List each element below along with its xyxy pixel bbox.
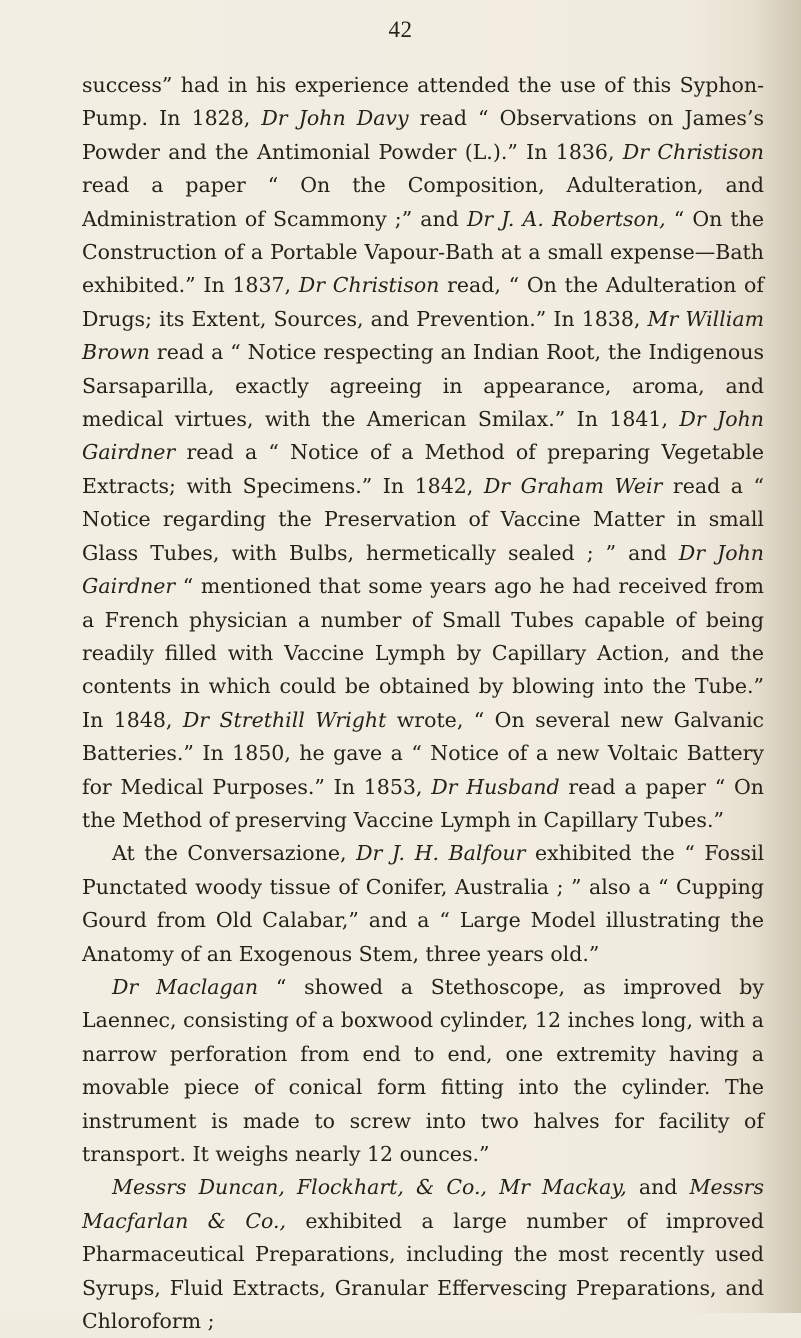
italic-name: Dr J. A. Robertson, [466, 206, 666, 231]
italic-name: Dr Christison [298, 273, 440, 298]
text-run: At the Conversazione, [112, 841, 357, 866]
text-run: and [626, 1175, 690, 1200]
body-text [82, 69, 764, 1338]
text-run: wrote, “ On several new Galvanic Batteries.” In 1850, he gave a “ Notice of a new Voltaic Battery for Medical Purposes.” In 1853, [82, 707, 764, 799]
text-run: read a “ Notice respecting an Indian Root, the Indigenous Sarsaparilla, exactly agreeing in appearance, aroma, and medical virtues, with the American Smilax.” In 1841, [82, 340, 764, 432]
text-run: “ On the Construction of a Portable Vapour-Bath at a small expense—Bath exhibited.” In 1837, [82, 206, 765, 298]
italic-name: Dr Maclagan [112, 974, 259, 999]
text-run: “ showed a Stethoscope, as improved by Laennec, consisting of a boxwood cylinder, 12 inches long, with a narrow perforation from end to end, one extremity having a movable piece of conical form fitting into the cylinder. The instrument is made to screw into two halves for facility of transport. It weighs nearly 12 ounces.” [82, 974, 764, 1166]
italic-name: Messrs Macfarlan & Co., [82, 1175, 764, 1233]
text-run: read a “ Notice of a Method of preparing Vegetable Extracts; with Specimens.” In 1842, [82, 440, 764, 498]
text-run: “ mentioned that some years ago he had received from a French physician a number of Small Tubes capable of being readily filled with Vaccine Lymph by Capillary Action, and the contents in which could be obtained by blowing into the Tube.” In 1848, [82, 574, 764, 732]
page-number: 42 [388, 17, 413, 42]
paragraph [82, 837, 764, 971]
text-run: read a paper “ On the Composition, Adulteration, and Administration of Scammony ;” and [82, 173, 764, 231]
italic-name: Mr William Brown [82, 306, 765, 365]
italic-name: Messrs Duncan, Flockhart, & Co., Mr Mackay, [112, 1175, 627, 1200]
text-run: read, “ On the Adulteration of Drugs; its Extent, Sources, and Prevention.” In 1838, [82, 273, 764, 331]
italic-name: Dr Husband [431, 774, 560, 799]
paragraph [82, 69, 764, 837]
italic-name: Dr Christison [622, 139, 764, 164]
text-run: exhibited the “ Fossil Punctated woody tissue of Conifer, Australia ; ” also a “ Cupping Gourd from Old Calabar,” and a “ Large Model illustrating the Anatomy of an Exogenous Stem, three years old.” [82, 841, 764, 966]
paragraph [82, 971, 764, 1171]
paragraph [82, 1171, 764, 1338]
text-run: read “ Observations on James’s Powder and the Antimonial Powder (L.).” In 1836, [82, 106, 764, 164]
text-run: read a paper “ On the Method of preserving Vaccine Lymph in Capillary Tubes.” [82, 774, 765, 832]
italic-name: Dr John Gairdner [82, 407, 764, 465]
text-run: exhibited a large number of improved Pharmaceutical Preparations, including the most recently used Syrups, Fluid Extracts, Granular Effervescing Preparations, and Chloroform ; [82, 1208, 765, 1334]
text-run: read a “ Notice regarding the Preservation of Vaccine Matter in small Glass Tubes, with Bulbs, hermetically sealed ; ” and [82, 473, 764, 565]
italic-name: Dr John Davy [261, 106, 409, 131]
italic-name: Dr J. H. Balfour [356, 841, 526, 866]
text-run: success” had in his experience attended the use of this Syphon-Pump. In 1828, [82, 73, 764, 131]
italic-name: Dr Strethill Wright [182, 707, 387, 732]
italic-name: Dr John Gairdner [82, 540, 765, 599]
italic-name: Dr Graham Weir [483, 473, 663, 498]
